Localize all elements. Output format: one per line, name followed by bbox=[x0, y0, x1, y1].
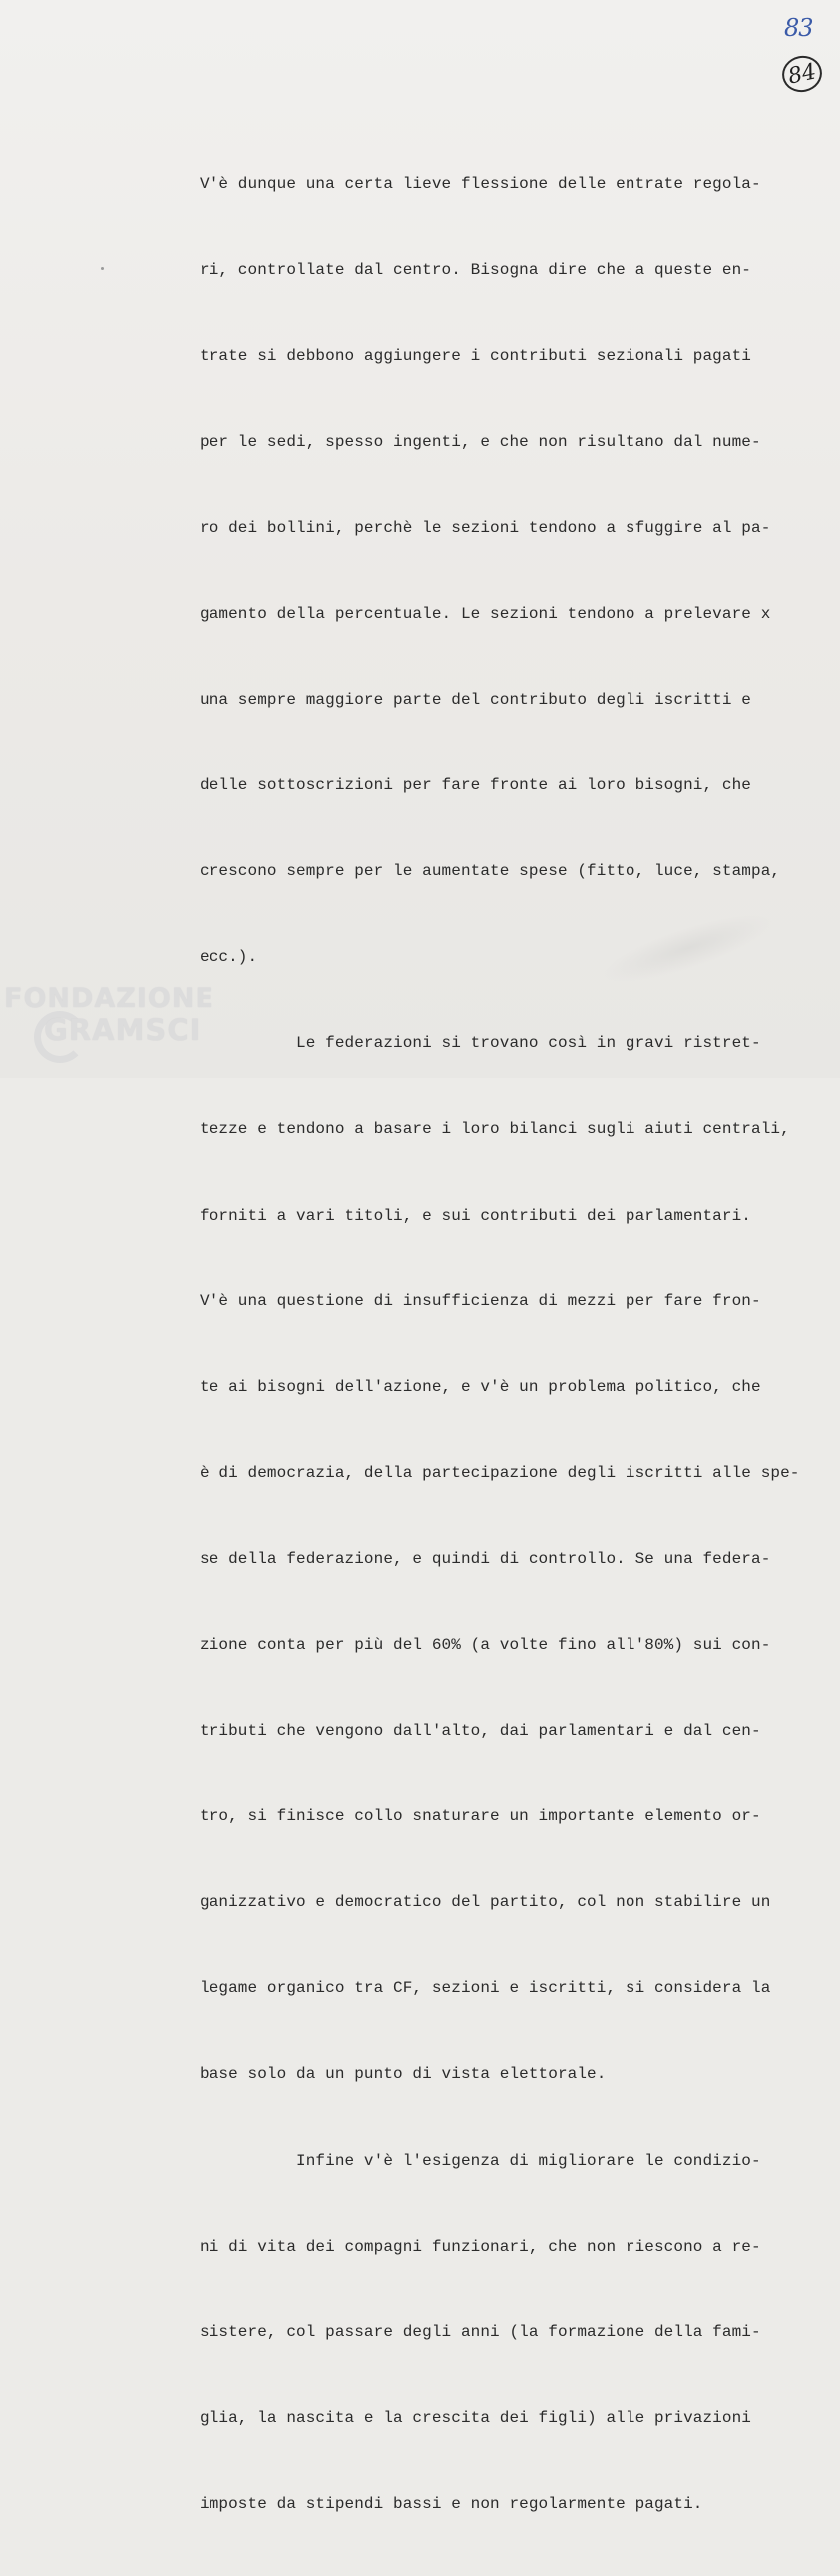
text-line: crescono sempre per le aumentate spese (fitto, luce, stampa, bbox=[200, 862, 781, 881]
watermark-line2: GRAMSCI bbox=[44, 1013, 202, 1047]
typewritten-text bbox=[200, 113, 828, 2576]
text-line: ecc.). bbox=[200, 948, 258, 967]
text-line: per le sedi, spesso ingenti, e che non risultano dal nume- bbox=[200, 432, 761, 451]
text-line: gamento della percentuale. Le sezioni tendono a prelevare x bbox=[200, 604, 771, 623]
text-line: una sempre maggiore parte del contributo degli iscritti e bbox=[200, 690, 751, 709]
text-line: ri, controllate dal centro. Bisogna dire che a queste en- bbox=[200, 260, 751, 279]
text-line: ro dei bollini, perchè le sezioni tendono a sfuggire al pa- bbox=[200, 518, 771, 537]
text-line: ganizzativo e democratico del partito, col non stabilire un bbox=[200, 1893, 771, 1912]
text-line: sistere, col passare degli anni (la formazione della fami- bbox=[200, 2322, 761, 2341]
text-line: trate si debbono aggiungere i contributi sezionali pagati bbox=[200, 346, 751, 365]
text-line: imposte da stipendi bassi e non regolarmente pagati. bbox=[200, 2494, 703, 2513]
text-line: glia, la nascita e la crescita dei figli) alle privazioni bbox=[200, 2408, 751, 2427]
text-line: legame organico tra CF, sezioni e iscritti, si considera la bbox=[200, 1979, 771, 1998]
margin-speck bbox=[101, 267, 104, 270]
text-line: zione conta per più del 60% (a volte fino all'80%) sui con- bbox=[200, 1636, 771, 1654]
text-line: te ai bisogni dell'azione, e v'è un problema politico, che bbox=[200, 1377, 761, 1396]
text-line: forniti a vari titoli, e sui contributi dei parlamentari. bbox=[200, 1206, 751, 1225]
text-line: V'è una questione di insufficienza di mezzi per fare fron- bbox=[200, 1291, 761, 1310]
text-line: se della federazione, e quindi di controllo. Se una federa- bbox=[200, 1549, 771, 1568]
watermark-line1: FONDAZIONE bbox=[4, 983, 214, 1014]
text-line: base solo da un punto di vista elettorale. bbox=[200, 2065, 607, 2084]
text-line: tezze e tendono a basare i loro bilanci sugli aiuti centrali, bbox=[200, 1120, 790, 1139]
watermark-logo bbox=[4, 983, 213, 1073]
text-line: V'è dunque una certa lieve flessione delle entrate regola- bbox=[200, 175, 761, 194]
circled-page-number: 84 bbox=[779, 52, 826, 96]
text-line: Infine v'è l'esigenza di migliorare le condizio- bbox=[200, 2151, 761, 2170]
handwritten-page-number: 83 bbox=[784, 14, 813, 42]
text-line: Le federazioni si trovano così in gravi ristret- bbox=[200, 1034, 761, 1053]
text-line: ni di vita dei compagni funzionari, che non riescono a re- bbox=[200, 2237, 761, 2256]
text-line: tro, si finisce collo snaturare un importante elemento or- bbox=[200, 1807, 761, 1826]
text-line: è di democrazia, della partecipazione degli iscritti alle spe- bbox=[200, 1463, 800, 1482]
text-line: delle sottoscrizioni per fare fronte ai loro bisogni, che bbox=[200, 776, 751, 795]
text-line: tributi che vengono dall'alto, dai parlamentari e dal cen- bbox=[200, 1722, 761, 1741]
